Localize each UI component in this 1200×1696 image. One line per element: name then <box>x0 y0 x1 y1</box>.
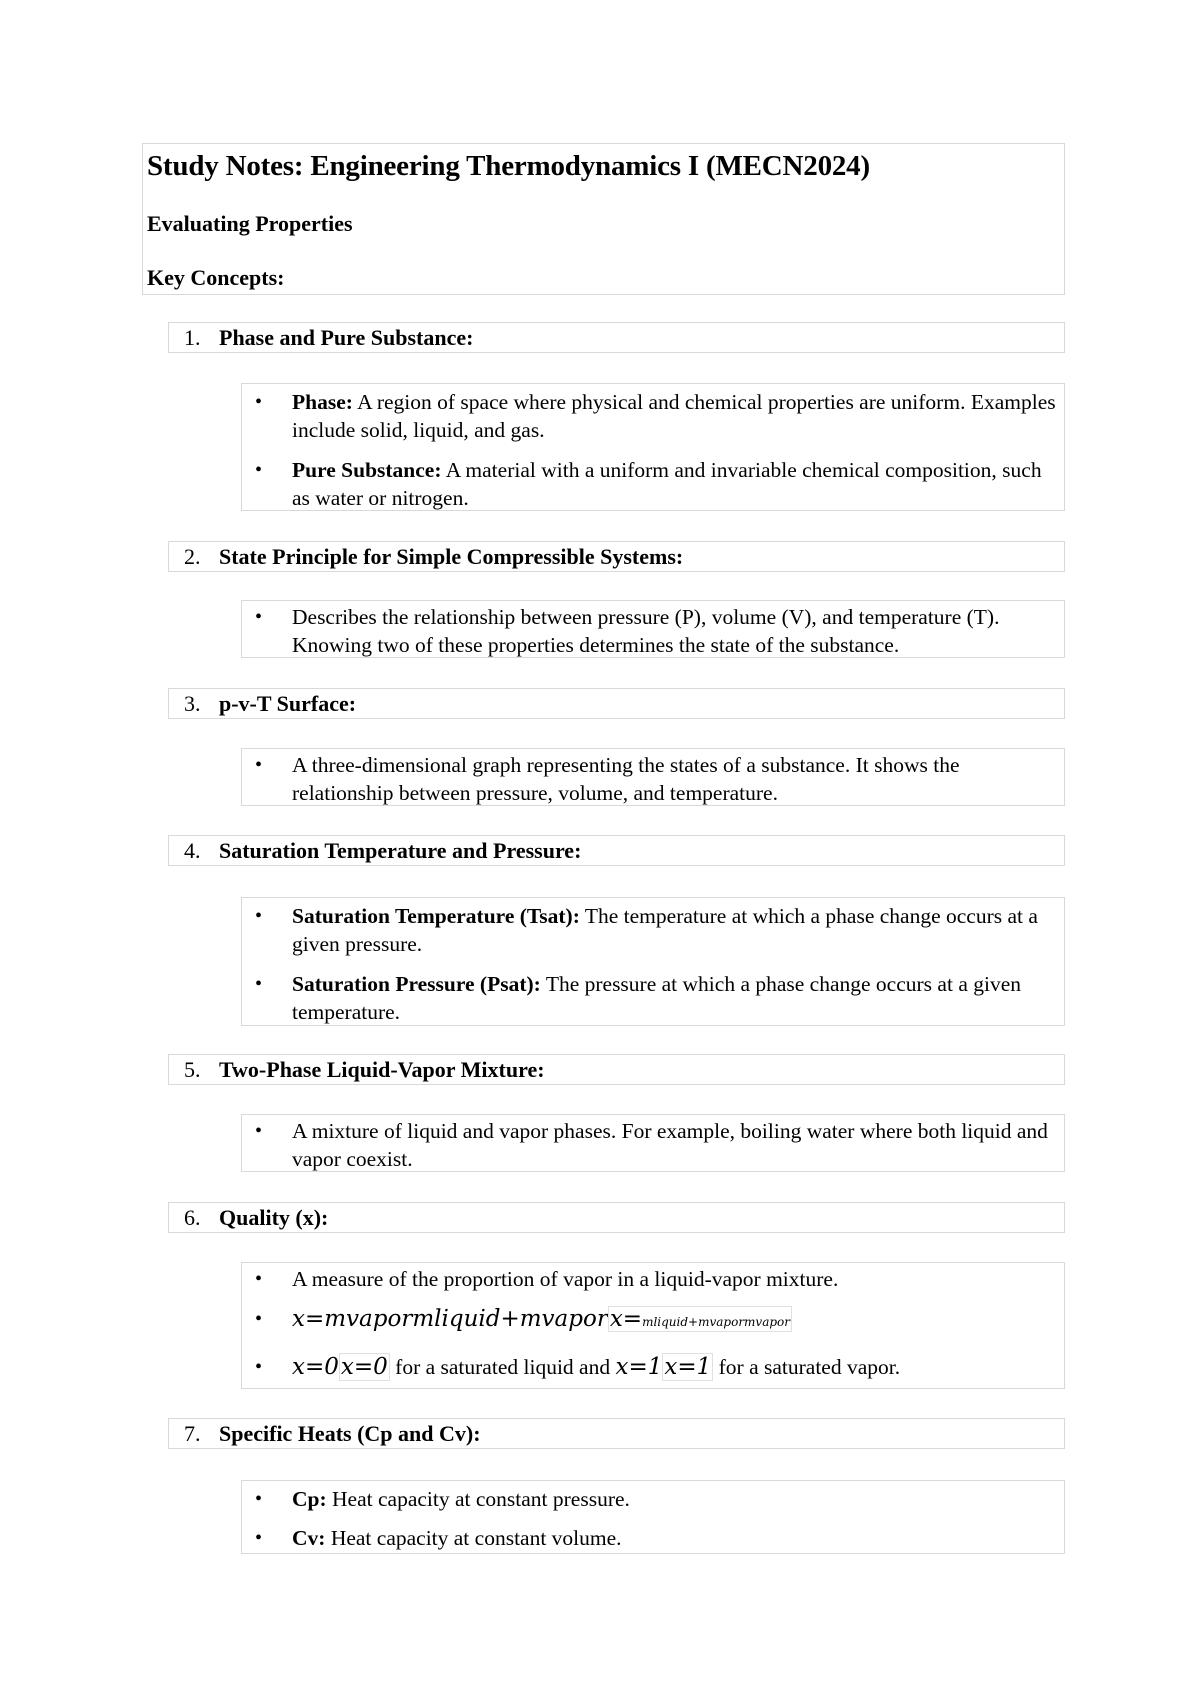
bullet-icon: • <box>255 1356 263 1378</box>
bullet-icon: • <box>255 754 263 776</box>
saturated-vapor-text: for a saturated vapor. <box>713 1355 901 1379</box>
quality-formula-dup: x= <box>609 1306 643 1332</box>
concept-title: Two-Phase Liquid-Vapor Mixture: <box>219 1057 545 1082</box>
bullet-icon: • <box>255 905 263 927</box>
term-description: A material with a uniform and invariable chemical composition, such as water or nitrogen. <box>292 458 1042 510</box>
quality-formula-fraction: mliquid+mvapormvapor <box>642 1315 791 1329</box>
term-label: Phase: <box>292 390 353 414</box>
term-description: A three-dimensional graph representing the states of a substance. It shows the relationship between pressure, volume, and temperature. <box>292 753 960 805</box>
quality-zero: x=0 <box>292 1354 339 1380</box>
quality-one: x=1 <box>615 1354 663 1380</box>
concept-heading-1 <box>168 322 1065 353</box>
concept-bullets-6 <box>241 1262 1065 1389</box>
key-concepts-heading: Key Concepts: <box>147 265 285 290</box>
bullet-icon: • <box>255 1527 263 1549</box>
concept-title: Specific Heats (Cp and Cv): <box>219 1421 481 1446</box>
concept-heading-6 <box>168 1202 1065 1233</box>
concept-bullets-5 <box>241 1114 1065 1172</box>
concept-title: p-v-T Surface: <box>219 691 357 716</box>
concept-bullets-3 <box>241 748 1065 806</box>
concept-title: Phase and Pure Substance: <box>219 325 474 350</box>
document-subtitle: Evaluating Properties <box>147 211 353 236</box>
quality-formula: x=mvapormliquid+mvapor <box>292 1306 608 1332</box>
concept-title: Saturation Temperature and Pressure: <box>219 838 582 863</box>
concept-number: 3. <box>184 691 201 716</box>
concept-number: 1. <box>184 325 201 350</box>
term-label: Saturation Temperature (Tsat): <box>292 904 580 928</box>
term-description: A measure of the proportion of vapor in a liquid-vapor mixture. <box>292 1267 839 1291</box>
bullet-icon: • <box>255 1120 263 1142</box>
quality-one-dup: x=1 <box>664 1354 712 1380</box>
term-description: The temperature at which a phase change occurs at a given pressure. <box>292 904 1038 956</box>
term-description: A mixture of liquid and vapor phases. For example, boiling water where both liquid and vapor coexist. <box>292 1119 1048 1171</box>
term-description: Heat capacity at constant volume. <box>325 1526 622 1550</box>
term-description: Describes the relationship between pressure (P), volume (V), and temperature (T). Knowing two of these properties determines the state of the substance. <box>292 605 1000 657</box>
concept-heading-3 <box>168 688 1065 719</box>
concept-heading-5 <box>168 1054 1065 1085</box>
concept-heading-7 <box>168 1418 1065 1449</box>
bullet-icon: • <box>255 459 263 481</box>
concept-heading-2 <box>168 541 1065 572</box>
term-description: A region of space where physical and chemical properties are uniform. Examples include solid, liquid, and gas. <box>292 390 1056 442</box>
bullet-icon: • <box>255 606 263 628</box>
bullet-icon: • <box>255 1308 263 1330</box>
concept-title: Quality (x): <box>219 1205 329 1230</box>
term-description: Heat capacity at constant pressure. <box>326 1487 630 1511</box>
bullet-icon: • <box>255 1488 263 1510</box>
concept-number: 5. <box>184 1057 201 1082</box>
term-description: The pressure at which a phase change occurs at a given temperature. <box>292 972 1021 1024</box>
term-label: Pure Substance: <box>292 458 442 482</box>
concept-number: 4. <box>184 838 201 863</box>
concept-number: 7. <box>184 1421 201 1446</box>
concept-bullets-1 <box>241 383 1065 511</box>
bullet-icon: • <box>255 973 263 995</box>
term-label: Cp: <box>292 1487 327 1511</box>
concept-bullets-4 <box>241 897 1065 1026</box>
term-label: Saturation Pressure (Psat): <box>292 972 541 996</box>
bullet-icon: • <box>255 1268 263 1290</box>
concept-bullets-2 <box>241 600 1065 658</box>
saturated-liquid-text: for a saturated liquid and <box>389 1355 616 1379</box>
concept-heading-4 <box>168 835 1065 866</box>
term-label: Cv: <box>292 1526 326 1550</box>
concept-number: 2. <box>184 544 201 569</box>
concept-bullets-7 <box>241 1480 1065 1554</box>
document-title: Study Notes: Engineering Thermodynamics I (MECN2024) <box>147 150 870 182</box>
concept-number: 6. <box>184 1205 201 1230</box>
concept-title: State Principle for Simple Compressible Systems: <box>219 544 684 569</box>
header-section <box>142 143 1065 295</box>
quality-zero-dup: x=0 <box>340 1354 388 1380</box>
bullet-icon: • <box>255 391 263 413</box>
